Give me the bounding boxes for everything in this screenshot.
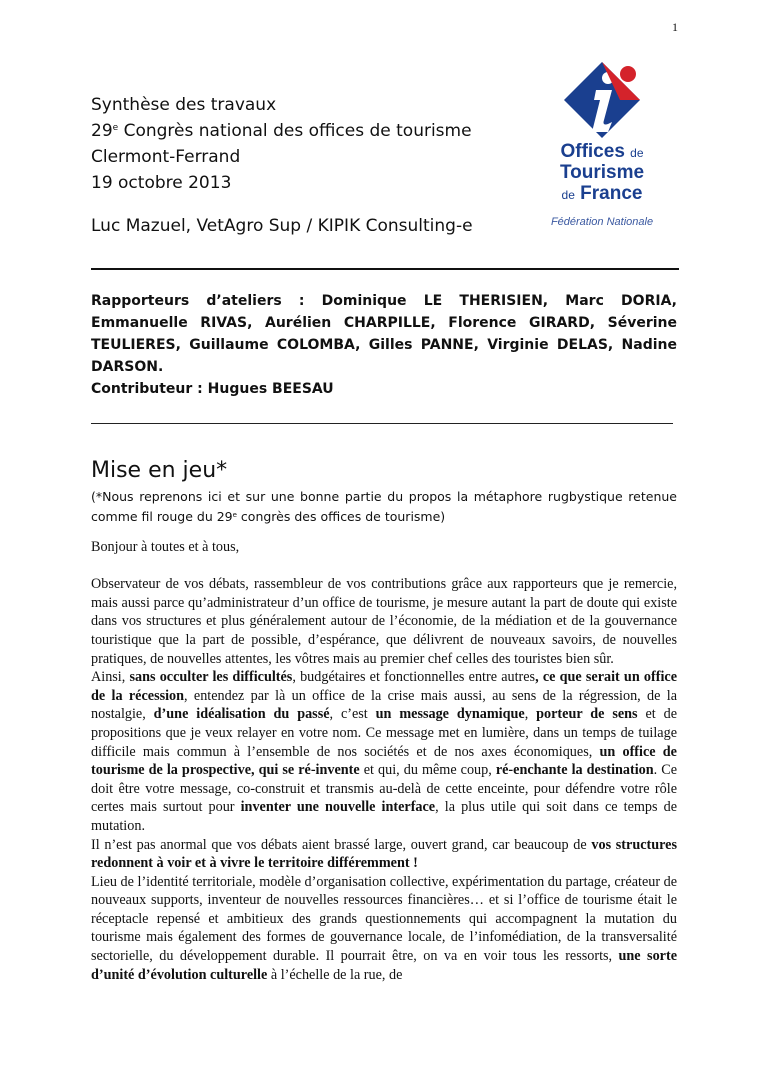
header-line-city: Clermont-Ferrand bbox=[91, 147, 241, 167]
paragraph-lieu: Lieu de l’identité territoriale, modèle d’organisation collective, expérimentation du partage, créateur de nouveaux supports, inventeur de nouvelles ressources financières… et si l’office de tourisme était le réceptacle repensé et ambitieux des grands questionnements qui accompagnent la mutation du tourisme mais également des formes de gouvernance locale, de l’infomédiation, de la transversalité sectorielle, du développement durable. Il pourrait être, on va en voir tous les ressorts, une sorte d’unité d’évolution culturelle à l’échelle de la rue, de bbox=[91, 873, 677, 983]
contributor-line: Contributeur : Hugues BEESAU bbox=[91, 381, 334, 397]
logo-line-offices: Offices de bbox=[560, 141, 644, 162]
logo-line-tourisme: Tourisme bbox=[559, 162, 645, 183]
header-author: Luc Mazuel, VetAgro Sup / KIPIK Consulting-e bbox=[91, 216, 473, 236]
rapporteurs-list: Rapporteurs d’ateliers : Dominique LE THERISIEN, Marc DORIA, Emmanuelle RIVAS, Aurélien CHARPILLE, Florence GIRARD, Séverine TEULIERES, Guillaume COLOMBA, Gilles PANNE, Virginie DELAS, Nadine DARSON. bbox=[91, 293, 677, 375]
document-header bbox=[91, 92, 531, 239]
offices-de-tourisme-logo bbox=[542, 60, 662, 235]
greeting-paragraph: Bonjour à toutes et à tous, bbox=[91, 539, 240, 555]
paragraph-ainsi: Ainsi, sans occulter les difficultés, budgétaires et fonctionnelles entre autres, ce que serait un office de la récession, entendez par là un office de la crise mais aussi, au sens de la régression, de la nostalgie, d’une idéalisation du passé, c’est un message dynamique, porteur de sens et de propositions que je veux relayer en votre nom. Ce message met en lumière, dans un temps de tuilage difficile mais commun à l’ensemble de nos sociétés et de nos axes économiques, un office de tourisme de la prospective, qui se ré-invente et qui, du même coup, ré-enchante la destination. Ce doit être votre message, co-construit et transmis au-delà de cette enceinte, pour défendre votre rôle certes mais surtout pour inventer une nouvelle interface, la plus utile qui soit dans ce temps de mutation. bbox=[91, 669, 678, 834]
header-line-synthese: Synthèse des travaux bbox=[91, 95, 277, 115]
header-divider bbox=[91, 268, 679, 270]
info-i-icon bbox=[542, 60, 662, 140]
page-number: 1 bbox=[672, 20, 678, 34]
paragraph-debats: Il n’est pas anormal que vos débats aient brassé large, ouvert grand, car beaucoup de vos structures redonnent à voir et à vivre le territoire différemment ! bbox=[91, 836, 677, 872]
paragraph-observateur: Observateur de vos débats, rassembleur de vos contributions grâce aux rapporteurs que je remercie, mais aussi parce qu’administrateur d’un office de tourisme, je mesure autant la part de doute qui existe dans vos structures et plus généralement autour de l’économie, de la médiation et de la gouvernance touristique que la part de possible, d’espérance, que délivrent de nouveaux savoirs, de nouvelles pratiques, de nouvelles attentes, les vôtres mais au premier chef celles des touristes bien sûr. bbox=[91, 576, 677, 667]
logo-subtitle: Fédération Nationale bbox=[550, 216, 654, 228]
logo-line-france: de France bbox=[561, 183, 643, 204]
section-title: Mise en jeu* bbox=[91, 458, 228, 483]
body-text bbox=[91, 538, 677, 984]
header-line-date: 19 octobre 2013 bbox=[91, 173, 232, 193]
rapporteurs-block bbox=[91, 290, 677, 400]
header-line-congres: 29e Congrès national des offices de tourisme bbox=[91, 121, 472, 141]
section-divider bbox=[91, 423, 673, 424]
section-footnote: (*Nous reprenons ici et sur une bonne partie du propos la métaphore rugbystique retenue comme fil rouge du 29e congrès des offices de tourisme) bbox=[91, 489, 677, 524]
